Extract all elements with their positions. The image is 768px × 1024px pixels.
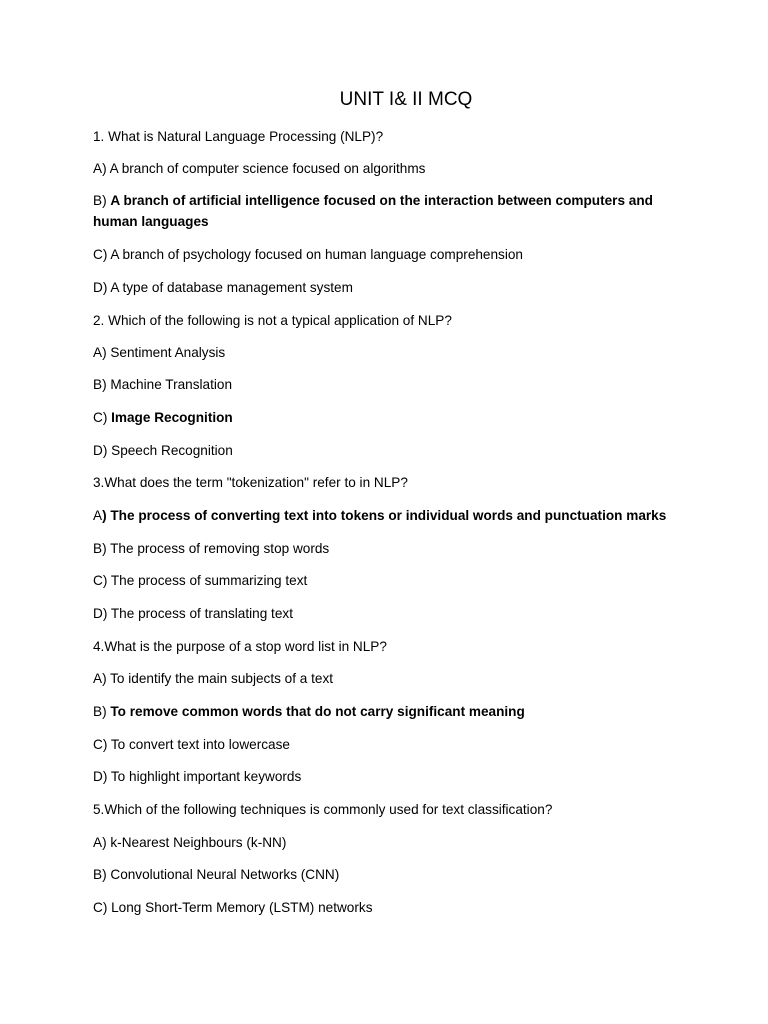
line-text: D) A type of database management system (93, 280, 353, 295)
option-1c (93, 244, 683, 265)
line-text: B) (93, 704, 111, 719)
line-text: C) Long Short-Term Memory (LSTM) networks (93, 900, 373, 915)
option-2c (93, 407, 683, 428)
option-5a (93, 832, 683, 853)
option-3d (93, 603, 683, 624)
option-4d (93, 766, 683, 787)
option-2d (93, 440, 683, 461)
option-5b (93, 864, 683, 885)
option-1a (93, 158, 683, 179)
line-text: A) k-Nearest Neighbours (k-NN) (93, 835, 287, 850)
line-text: C) A branch of psychology focused on human language comprehension (93, 247, 523, 262)
option-3a (93, 505, 713, 526)
line-text: D) Speech Recognition (93, 443, 233, 458)
option-4b (93, 701, 683, 722)
option-2a (93, 342, 683, 363)
line-text: A) Sentiment Analysis (93, 345, 226, 360)
question-2 (93, 310, 683, 331)
question-4 (93, 636, 683, 657)
line-text: D) To highlight important keywords (93, 769, 302, 784)
line-answer: ) The process of converting text into tokens or individual words and punctuation marks (102, 508, 667, 523)
line-answer: A branch of artificial intelligence focused on the interaction between computers and human languages (93, 193, 653, 229)
line-text: 2. Which of the following is not a typical application of NLP? (93, 313, 452, 328)
option-3b (93, 538, 683, 559)
option-1d (93, 277, 683, 298)
question-3 (93, 472, 683, 493)
line-text: C) (93, 410, 112, 425)
line-answer: Image Recognition (111, 410, 233, 425)
question-5 (93, 799, 683, 820)
line-text: 1. What is Natural Language Processing (NLP)? (93, 129, 384, 144)
line-text: B) Convolutional Neural Networks (CNN) (93, 867, 340, 882)
line-text: B) Machine Translation (93, 377, 233, 392)
page-title: UNIT I& II MCQ (339, 89, 473, 110)
option-3c (93, 570, 683, 591)
line-text: D) The process of translating text (93, 606, 293, 621)
option-5c (93, 897, 683, 918)
line-text: B) The process of removing stop words (93, 541, 330, 556)
option-4a (93, 668, 683, 689)
line-text: C) To convert text into lowercase (93, 737, 290, 752)
option-2b (93, 374, 683, 395)
line-text: 5.Which of the following techniques is commonly used for text classification? (93, 802, 553, 817)
line-text: 4.What is the purpose of a stop word list in NLP? (93, 639, 387, 654)
line-text: 3.What does the term "tokenization" refer to in NLP? (93, 475, 408, 490)
line-text: B) (93, 193, 111, 208)
question-1 (93, 126, 683, 147)
option-1b (93, 190, 683, 232)
option-4c (93, 734, 683, 755)
line-text: A) A branch of computer science focused on algorithms (93, 161, 426, 176)
line-text: A (93, 508, 103, 523)
line-text: A) To identify the main subjects of a text (93, 671, 334, 686)
line-answer: To remove common words that do not carry significant meaning (110, 704, 525, 719)
line-text: C) The process of summarizing text (93, 573, 308, 588)
